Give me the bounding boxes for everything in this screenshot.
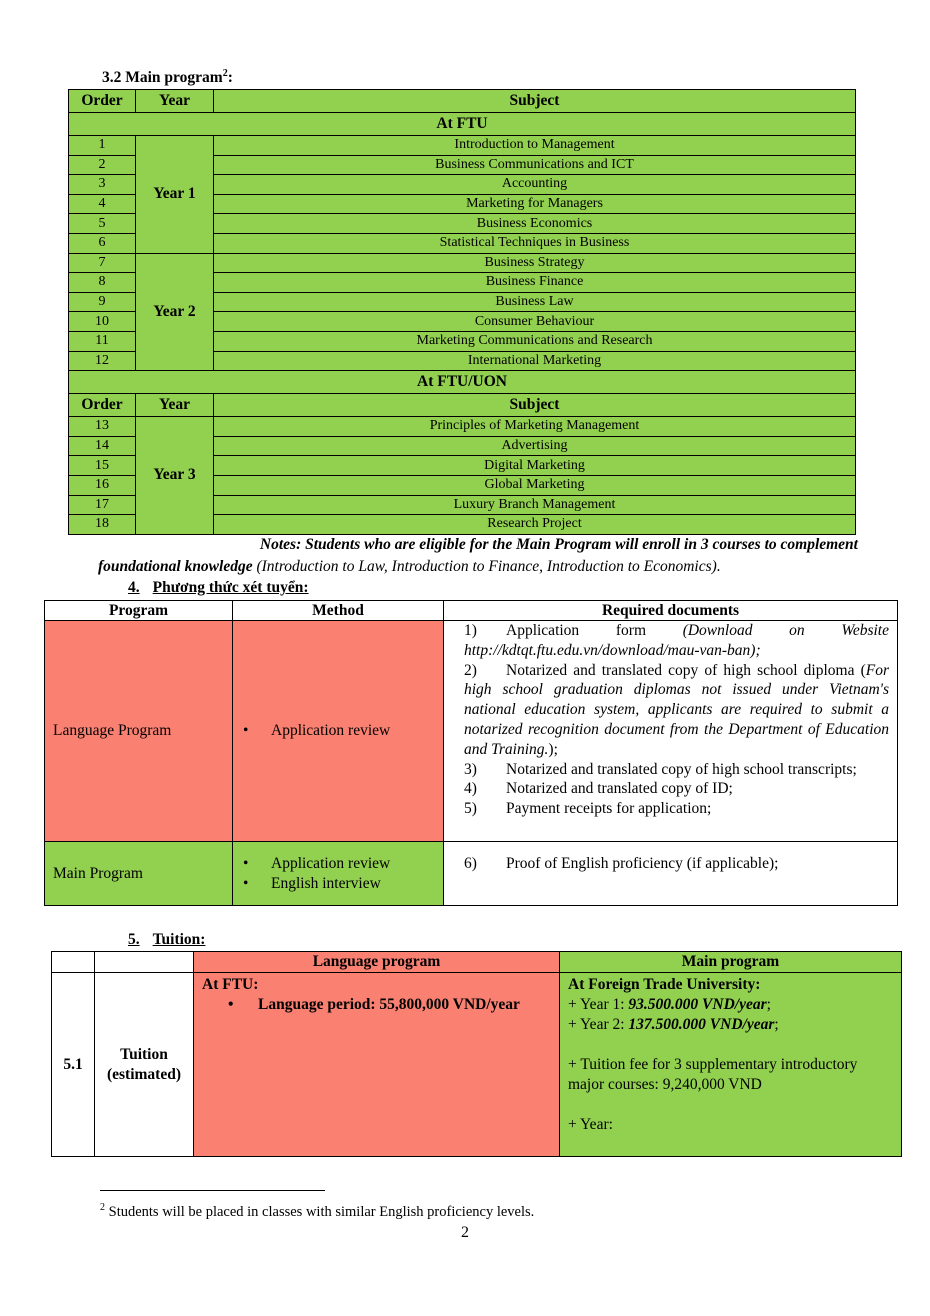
method-item: • Application review xyxy=(243,721,443,741)
section-heading xyxy=(102,68,233,87)
subject-cell: Principles of Marketing Management xyxy=(214,417,856,437)
footnote-ref: 2 xyxy=(222,68,228,79)
row-label-line2: (estimated) xyxy=(106,1065,182,1083)
header-subject: Subject xyxy=(214,394,856,417)
doc-item xyxy=(464,760,889,780)
section-row xyxy=(69,113,856,136)
subject-cell: Marketing Communications and Research xyxy=(214,331,856,351)
section-number: 5. xyxy=(128,931,140,948)
header-main-program: Main program xyxy=(560,952,902,973)
doc-text: Notarized and translated copy of high school transcripts; xyxy=(506,760,857,778)
subject-cell: Introduction to Management xyxy=(214,136,856,156)
notes-line1: Notes: Students who are eligible for the Main Program will enroll in 3 courses to complement xyxy=(259,536,858,553)
table-header-row xyxy=(52,952,902,973)
year1-line: + Year 1: 93.500.000 VND/year; xyxy=(568,996,771,1013)
documents-cell xyxy=(444,621,898,842)
order-cell: 10 xyxy=(69,312,136,332)
order-cell: 13 xyxy=(69,417,136,437)
table-row xyxy=(45,842,898,906)
year-cell: Year 2 xyxy=(136,253,214,371)
order-cell: 8 xyxy=(69,273,136,293)
order-cell: 7 xyxy=(69,253,136,273)
doc-num: 1) xyxy=(464,622,477,639)
section-number: 4. xyxy=(128,579,140,596)
year2-label: + Year 2: xyxy=(568,1016,629,1033)
footnote-text: Students will be placed in classes with similar English proficiency levels. xyxy=(105,1203,535,1220)
table-row xyxy=(45,621,898,842)
order-cell: 12 xyxy=(69,351,136,371)
method-cell xyxy=(233,842,444,906)
doc-num: 4) xyxy=(464,780,477,798)
header-subject: Subject xyxy=(214,90,856,113)
admission-table xyxy=(44,600,898,906)
table-row xyxy=(52,973,902,1157)
documents-cell xyxy=(444,842,898,906)
section-5-heading xyxy=(128,931,205,949)
year1-label: + Year 1: xyxy=(568,996,629,1013)
program-cell: Language Program xyxy=(45,621,233,842)
row-number: 5.1 xyxy=(52,973,95,1157)
doc-italic: For high school graduation diplomas not issued under Vietnam's national education system, applicants are required to submit a notarized recognition document from the Department of Education and Training. xyxy=(464,661,889,758)
doc-item xyxy=(464,779,889,799)
language-item xyxy=(202,995,551,1015)
order-cell: 6 xyxy=(69,233,136,253)
subject-cell: Luxury Branch Management xyxy=(214,495,856,515)
supplementary-fee: + Tuition fee for 3 supplementary introductory major courses: 9,240,000 VND xyxy=(568,1056,858,1093)
doc-tail: ); xyxy=(548,740,558,758)
footnote xyxy=(100,1202,534,1221)
method-item: • Application review xyxy=(243,854,443,874)
doc-num: 5) xyxy=(464,800,477,818)
table-row xyxy=(69,417,856,437)
footnote-divider xyxy=(100,1190,325,1191)
subject-cell: Business Strategy xyxy=(214,253,856,273)
header-method: Method xyxy=(233,601,444,621)
method-cell xyxy=(233,621,444,842)
table-header-row xyxy=(45,601,898,621)
row-label-line1: Tuition xyxy=(120,1045,168,1063)
subject-cell: Research Project xyxy=(214,515,856,535)
language-item-text: Language period: 55,800,000 VND/year xyxy=(258,996,520,1013)
year-cell: Year 1 xyxy=(136,136,214,254)
table-row xyxy=(69,136,856,156)
doc-item xyxy=(464,854,889,874)
order-cell: 11 xyxy=(69,331,136,351)
header-year: Year xyxy=(136,90,214,113)
year2-value: 137.500.000 VND/year xyxy=(628,1016,775,1033)
method-item: • English interview xyxy=(243,874,443,894)
subject-cell: Statistical Techniques in Business xyxy=(214,233,856,253)
main-program-table xyxy=(68,89,856,535)
order-cell: 3 xyxy=(69,175,136,195)
order-cell: 15 xyxy=(69,456,136,476)
page-number: 2 xyxy=(461,1224,469,1241)
section-at-ftu-uon: At FTU/UON xyxy=(69,371,856,394)
order-cell: 4 xyxy=(69,194,136,214)
header-order: Order xyxy=(69,90,136,113)
language-tuition-cell xyxy=(194,973,560,1157)
section-at-ftu: At FTU xyxy=(69,113,856,136)
row-label xyxy=(95,973,194,1157)
doc-text: Payment receipts for application; xyxy=(506,800,712,818)
subject-cell: Business Law xyxy=(214,292,856,312)
order-cell: 16 xyxy=(69,475,136,495)
order-cell: 17 xyxy=(69,495,136,515)
order-cell: 5 xyxy=(69,214,136,234)
year1-value: 93.500.000 VND/year xyxy=(628,996,767,1013)
notes-paragraph xyxy=(98,534,858,578)
doc-item xyxy=(464,621,889,661)
subject-cell: Accounting xyxy=(214,175,856,195)
subject-cell: Business Economics xyxy=(214,214,856,234)
doc-num: 6) xyxy=(464,855,477,872)
table-header-row xyxy=(69,90,856,113)
empty-header-cell xyxy=(95,952,194,973)
doc-item xyxy=(464,661,889,760)
main-at-label: At Foreign Trade University: xyxy=(568,976,761,993)
header-year: Year xyxy=(136,394,214,417)
header-documents: Required documents xyxy=(444,601,898,621)
tuition-table xyxy=(51,951,902,1157)
method-list xyxy=(233,854,443,894)
heading-colon: : xyxy=(227,69,233,87)
method-list xyxy=(233,721,443,741)
order-cell: 14 xyxy=(69,436,136,456)
table-header-row xyxy=(69,394,856,417)
subject-cell: Business Communications and ICT xyxy=(214,155,856,175)
doc-num: 2) xyxy=(464,661,477,679)
doc-num: 3) xyxy=(464,760,477,778)
subject-cell: Business Finance xyxy=(214,273,856,293)
footnote-number: 2 xyxy=(100,1202,105,1213)
subject-cell: Digital Marketing xyxy=(214,456,856,476)
empty-header-cell xyxy=(52,952,95,973)
section-title: 3.2 Main program xyxy=(102,69,223,87)
doc-text: Application form xyxy=(506,622,683,639)
doc-text: Notarized and translated copy of ID; xyxy=(506,780,733,798)
order-cell: 2 xyxy=(69,155,136,175)
language-at-label: At FTU: xyxy=(202,976,259,993)
order-cell: 18 xyxy=(69,515,136,535)
section-title: Phương thức xét tuyển: xyxy=(152,579,309,596)
bullet-icon: • xyxy=(228,996,234,1013)
year-cell: Year 3 xyxy=(136,417,214,535)
subject-cell: International Marketing xyxy=(214,351,856,371)
header-order: Order xyxy=(69,394,136,417)
notes-bold: foundational knowledge xyxy=(98,558,253,575)
doc-text: Proof of English proficiency (if applicable); xyxy=(506,855,779,872)
main-tuition-cell xyxy=(560,973,902,1157)
program-cell: Main Program xyxy=(45,842,233,906)
subject-cell: Consumer Behaviour xyxy=(214,312,856,332)
doc-item xyxy=(464,799,889,819)
subject-cell: Marketing for Managers xyxy=(214,194,856,214)
year2-line: + Year 2: 137.500.000 VND/year; xyxy=(568,1016,779,1033)
table-row xyxy=(69,253,856,273)
subject-cell: Global Marketing xyxy=(214,475,856,495)
notes-rest: (Introduction to Law, Introduction to Finance, Introduction to Economics). xyxy=(252,558,721,575)
header-language-program: Language program xyxy=(194,952,560,973)
section-4-heading xyxy=(128,579,309,597)
subject-cell: Advertising xyxy=(214,436,856,456)
section-title: Tuition: xyxy=(152,931,206,948)
doc-text: Notarized and translated copy of high school diploma ( xyxy=(506,661,866,679)
section-row xyxy=(69,371,856,394)
header-program: Program xyxy=(45,601,233,621)
order-cell: 1 xyxy=(69,136,136,156)
doc-italic: (Download on Website http://kdtqt.ftu.edu.vn/download/mau-van-ban); xyxy=(464,622,889,659)
year-blank: + Year: xyxy=(568,1116,613,1133)
order-cell: 9 xyxy=(69,292,136,312)
